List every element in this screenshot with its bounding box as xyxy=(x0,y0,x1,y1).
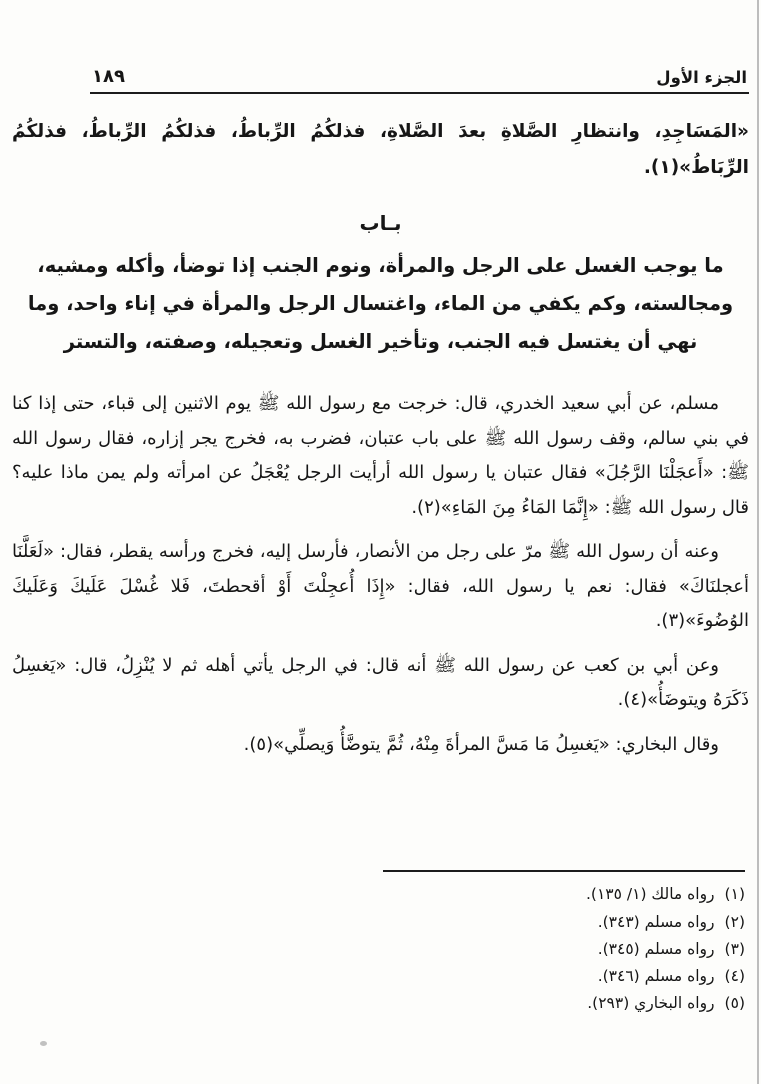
page-content xyxy=(12,114,749,773)
footnote-separator xyxy=(383,870,745,872)
hadith-paragraph-3: وعن أبي بن كعب عن رسول الله ﷺ أنه قال: في الرجل يأتي أهله ثم لا يُنْزِلُ، قال: «يَغسِلُ ذَكَرَهُ ويتوضَأُ»(٤). xyxy=(12,654,749,711)
footnote-item xyxy=(415,964,745,989)
footnote-item xyxy=(415,910,745,935)
footnote-text: رواه البخاري (٢٩٣). xyxy=(587,993,715,1012)
footnote-text: رواه مسلم (٣٤٥). xyxy=(597,939,715,958)
footnote-text: رواه مسلم (٣٤٦). xyxy=(597,966,715,985)
scan-smudge-artifact xyxy=(40,1041,47,1046)
chapter-heading: بـاب xyxy=(359,211,402,236)
hadith-paragraph-1: مسلم، عن أبي سعيد الخدري، قال: خرجت مع رسول الله ﷺ يوم الاثنين إلى قباء، حتى إذا كنا في بني سالم، وقف رسول الله ﷺ على باب عتبان، فضرب به، فخرج يجر إزاره، فقال رسول الله ﷺ: «أَعجَلْنَا الرَّجُلَ» فقال عتبان يا رسول الله أرأيت الرجل يُعْجَلُ عن امرأته ولم يمن ماذا عليه؟ قال رسول الله ﷺ: «إِنَّمَا المَاءُ مِنَ المَاءِ»(٢). xyxy=(12,393,749,518)
scan-edge-artifact xyxy=(757,0,759,1084)
footnote-item xyxy=(415,991,745,1016)
page-number: ١٨٩ xyxy=(92,66,125,87)
footnote-number: (٥) xyxy=(724,993,745,1012)
footnote-text: رواه مالك (١/ ١٣٥). xyxy=(585,885,715,904)
page-header xyxy=(90,66,749,94)
footnote-number: (٤) xyxy=(724,966,745,985)
intro-paragraph: «المَسَاجِدِ، وانتظارِ الصَّلاةِ بعدَ الصَّلاةِ، فذلكُمُ الرِّباطُ، فذلكُمُ الرِّباطُ، فذلكُمُ الرِّبَاطُ»(١). xyxy=(12,121,749,178)
footnote-number: (٣) xyxy=(724,939,745,958)
footnote-area xyxy=(12,870,749,1018)
footnote-item xyxy=(415,882,745,907)
hadith-paragraph-4: وقال البخاري: «يَغسِلُ مَا مَسَّ المرأةَ مِنْهُ، ثُمَّ يتوضَّأُ وَيصلِّي»(٥). xyxy=(243,734,719,755)
hadith-paragraph-2: وعنه أن رسول الله ﷺ مرّ على رجل من الأنصار، فأرسل إليه، فخرج ورأسه يقطر، فقال: «لَعَلَّنَا أعجلنَاكَ» فقال: نعم يا رسول الله، فقال: «إِذَا أُعجِلْتَ أَوْ أقحطتَ، فَلا غُسْلَ عَلَيكَ وَعَلَيكَ الوُضُوءَ»(٣). xyxy=(12,541,749,632)
edition-title: الجزء الأول xyxy=(656,68,747,87)
footnotes-list xyxy=(415,882,745,1016)
footnote-item xyxy=(415,937,745,962)
footnote-number: (٢) xyxy=(724,912,745,931)
chapter-title: ما يوجب الغسل على الرجل والمرأة، ونوم الجنب إذا توضأ، وأكله ومشيه، ومجالسته، وكم يكفي من الماء، واغتسال الرجل والمرأة في إناء واحد، وما نهي أن يغتسل فيه الجنب، وتأخير الغسل وتعجيله، وصفته، والتستر xyxy=(27,254,734,354)
footnote-number: (١) xyxy=(724,885,745,904)
footnote-text: رواه مسلم (٣٤٣). xyxy=(597,912,715,931)
